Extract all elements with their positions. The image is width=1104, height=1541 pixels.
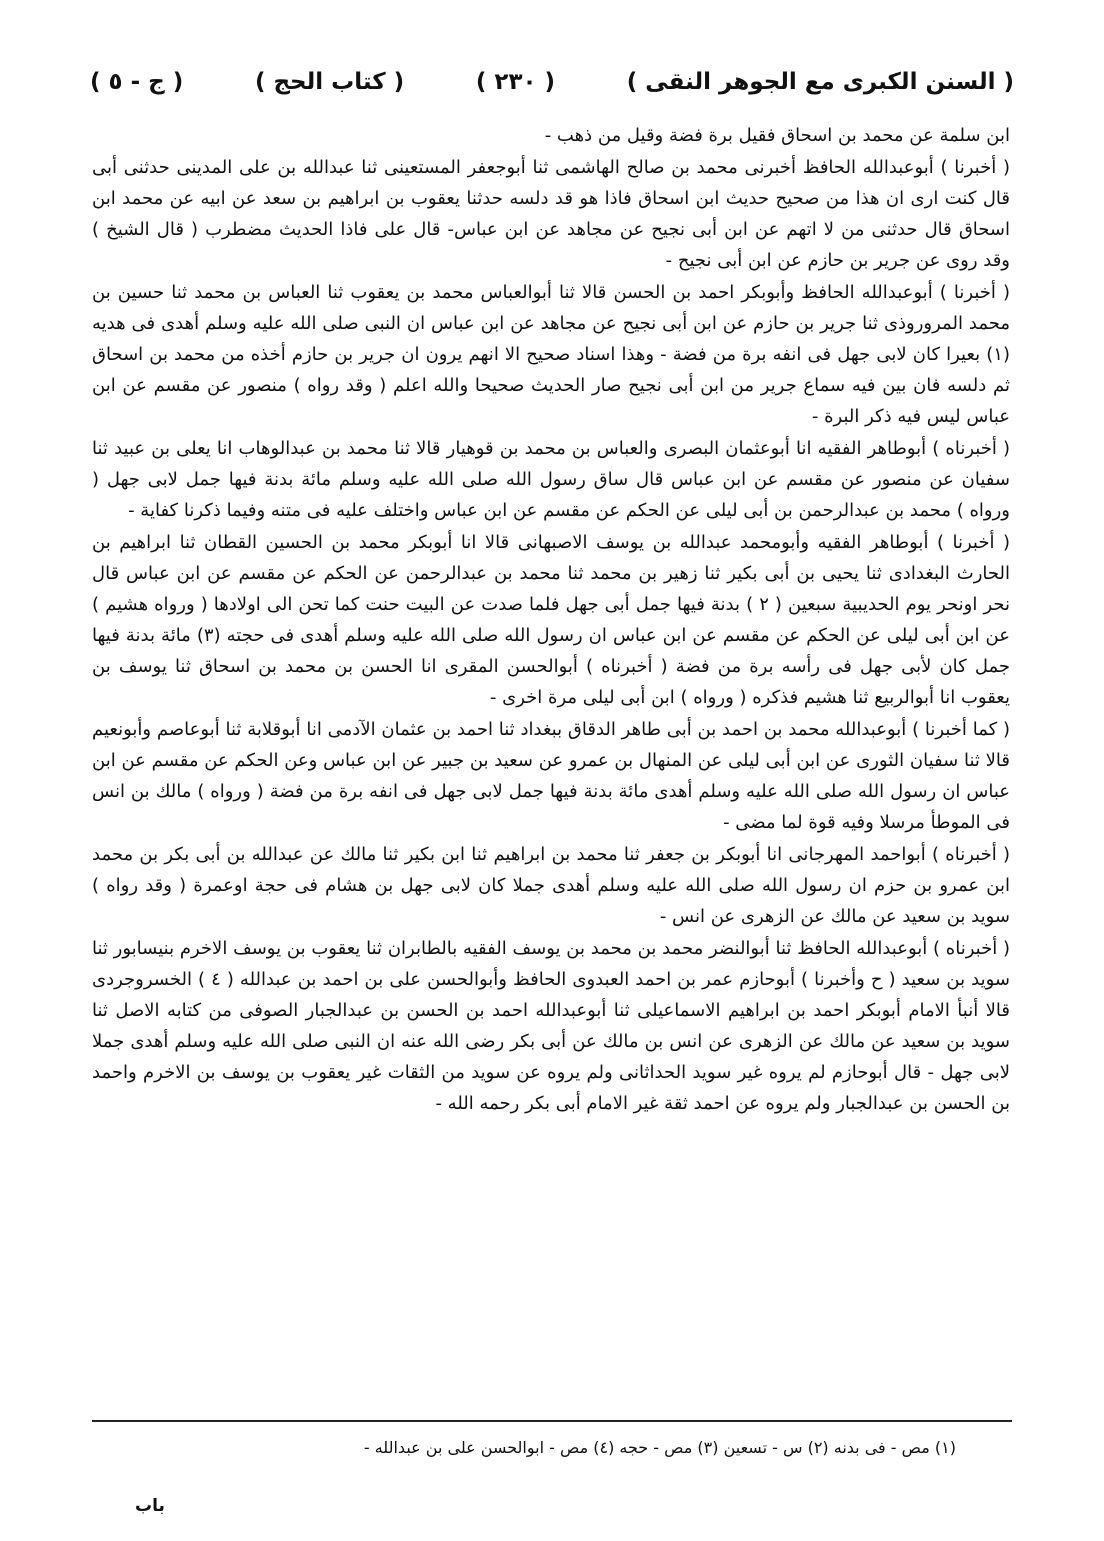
book-title: ( السنن الكبرى مع الجوهر النقى )	[626, 69, 1014, 95]
footnote-divider	[92, 1420, 1012, 1422]
paragraph: ابن سلمة عن محمد بن اسحاق فقيل برة فضة وقيل من ذهب -	[544, 125, 1010, 146]
chapter-title: ( كتاب الحج )	[254, 69, 405, 95]
paragraph: ( أخبرنا ) أبوعبدالله الحافظ أخبرنى محمد بن صالح الهاشمى ثنا أبوجعفر المستعينى ثنا عبدالله بن على المدينى حدثنى أبى قال كنت ارى ان هذا من صحيح حديث ابن اسحاق فاذا هو قد دلسه حدثنا يعقوب بن ابراهيم بن سعد عن ابيه عن محمد ابن اسحاق قال حدثنى من لا اتهم عن ابن أبى نجيح عن مجاهد عن ابن عباس- قال على فاذا الحديث مضطرب ( قال الشيخ ) وقد روى عن جرير بن حازم عن ابن أبى نجيح -	[92, 157, 1010, 271]
paragraph: ( أخبرنا ) أبوعبدالله الحافظ وأبوبكر احمد بن الحسن قالا ثنا أبوالعباس محمد بن يعقوب ثنا العباس بن محمد ثنا حسين بن محمد المروروذى ثنا جرير بن حازم عن ابن أبى نجيح عن مجاهد عن ابن عباس ان النبى صلى الله عليه وسلم أهدى فى هديه (١) بعيرا كان لابى جهل فى انفه برة من فضة - وهذا اسناد صحيح الا انهم يرون ان جرير بن حازم أخذه من محمد بن اسحاق ثم دلسه فان بين فيه سماع جرير من ابن أبى نجيح صار الحديث صحيحا والله اعلم ( وقد رواه ) منصور عن مقسم عن ابن عباس ليس فيه ذكر البرة -	[92, 282, 1010, 427]
catchword: باب	[135, 1496, 165, 1516]
paragraph: ( أخبرنا ) أبوطاهر الفقيه وأبومحمد عبدالله بن يوسف الاصبهانى قالا انا أبوبكر محمد بن الحسين القطان ثنا ابراهيم بن الحارث البغدادى ثنا يحيى بن أبى بكير ثنا زهير بن محمد ثنا محمد بن عبدالرحمن عن الحكم عن مقسم عن ابن عباس قال نحر اونحر يوم الحديبية سبعين ( ٢ ) بدنة فيها جمل أبى جهل فلما صدت عن البيت حنت كما تحن الى اولادها ( ورواه هشيم ) عن ابن أبى ليلى عن الحكم عن مقسم عن ابن عباس ان رسول الله صلى الله عليه وسلم أهدى فى حجته (٣) مائة بدنة فيها جمل كان لأبى جهل فى رأسه برة من فضة ( أخبرناه ) أبوالحسن المقرى انا الحسن بن محمد بن اسحاق ثنا يوسف بن يعقوب انا أبوالربيع ثنا هشيم فذكره ( ورواه ) ابن أبى ليلى مرة اخرى -	[92, 532, 1011, 708]
page-number: ( ٢٣٠ )	[475, 69, 556, 95]
paragraph: ( أخبرناه ) أبواحمد المهرجانى انا أبوبكر بن جعفر ثنا محمد بن ابراهيم ثنا ابن بكير ثنا مالك عن عبدالله بن أبى بكر بن محمد ابن عمرو بن حزم ان رسول الله صلى الله عليه وسلم أهدى جملا كان لابى جهل بن هشام فى حجة اوعمرة ( وقد رواه ) سويد بن سعيد عن مالك عن الزهرى عن انس -	[92, 844, 1010, 927]
volume-number: ( ج - ٥ )	[90, 69, 184, 95]
page-header	[90, 62, 1014, 102]
paragraph: ( كما أخبرنا ) أبوعبدالله محمد بن احمد بن أبى طاهر الدقاق ببغداد ثنا احمد بن عثمان الآدمى انا أبوقلابة ثنا أبوعاصم وأبونعيم قالا ثنا سفيان الثورى عن ابن أبى ليلى عن المنهال بن عمرو عن سعيد بن جبير عن ابن عباس وعن الحكم عن مقسم عن ابن عباس ان رسول الله صلى الله عليه وسلم أهدى مائة بدنة فيها جمل لابى جهل فى انفه برة من فضة ( ورواه ) مالك بن انس فى الموطأ مرسلا وفيه قوة لما مضى -	[92, 719, 1010, 833]
paragraph: ( أخبرناه ) أبوطاهر الفقيه انا أبوعثمان البصرى والعباس بن محمد بن قوهيار قالا ثنا محمد بن عبدالوهاب انا يعلى بن عبيد ثنا سفيان عن منصور عن مقسم عن ابن عباس قال ساق رسول الله صلى الله عليه وسلم مائة بدنة فيها جمل لابى جهل ( ورواه ) محمد بن عبدالرحمن بن أبى ليلى عن الحكم عن مقسم عن ابن عباس واختلف عليه فى متنه وفيما ذكرنا كفاية -	[92, 438, 1010, 521]
footnotes: (١) مص - فى بدنه (٢) س - تسعين (٣) مص - حجه (٤) مص - ابوالحسن على بن عبدالله -	[363, 1438, 956, 1457]
paragraph: ( أخبرناه ) أبوعبدالله الحافظ ثنا أبوالنضر محمد بن محمد بن يوسف الفقيه بالطابران ثنا يعقوب بن يوسف الاخرم بنيسابور ثنا سويد بن سعيد ( ح وأخبرنا ) أبوحازم عمر بن احمد العبدوى الحافظ وأبوالحسن على بن احمد بن عبدالله ( ٤ ) الخسروجردى قالا أنبأ الامام أبوبكر احمد بن ابراهيم الاسماعيلى ثنا أبوعبدالله احمد بن الحسن بن عبدالجبار الصوفى من كتابه الاصل ثنا سويد بن سعيد عن مالك عن الزهرى عن انس بن مالك عن أبى بكر رضى الله عنه ان النبى صلى الله عليه وسلم أهدى جملا لابى جهل - قال أبوحازم لم يروه غير سويد الحداثانى ولم يروه عن سويد من الثقات غير يعقوب بن يوسف بن الاخرم واحمد بن الحسن بن عبدالجبار ولم يروه عن احمد ثقة غير الامام أبى بكر رحمه الله -	[92, 938, 1010, 1114]
body-text	[92, 120, 1010, 1120]
